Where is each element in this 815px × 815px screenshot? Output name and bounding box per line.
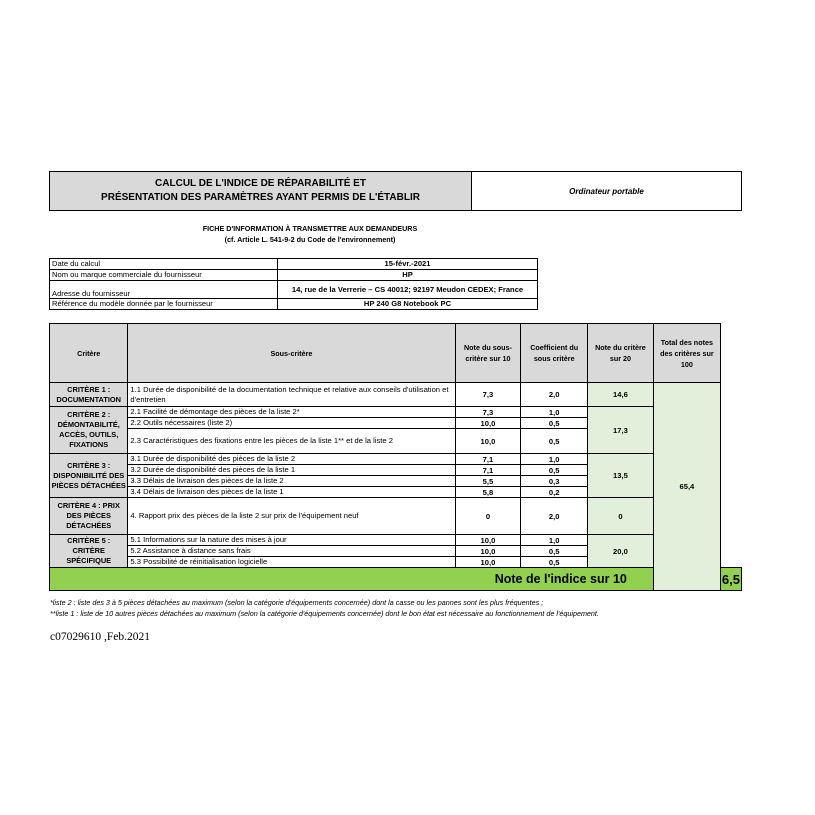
info-value: HP 240 G8 Notebook PC [278, 299, 538, 310]
final-score-value: 6,5 [720, 568, 741, 591]
sub-criterion-label: 3.4 Délais de livraison des pièces de la liste 1 [128, 487, 455, 498]
sub-criterion-label: 5.1 Informations sur la nature des mises à jour [128, 535, 455, 546]
info-label: Référence du modèle donnée par le fournisseur [50, 299, 278, 310]
sub-note: 10,0 [455, 418, 521, 429]
sub-coef: 0,5 [521, 465, 588, 476]
table-header-row [50, 324, 742, 383]
col-note-critere: Note du critère sur 20 [588, 324, 654, 383]
header-title-line2: PRÉSENTATION DES PARAMÈTRES AYANT PERMIS DE L'ÉTABLIR [101, 192, 420, 203]
col-note-sous: Note du sous-critère sur 10 [455, 324, 521, 383]
criterion-name: CRITÈRE 1 : DOCUMENTATION [50, 383, 128, 407]
sub-criterion-label: 3.2 Durée de disponibilité des pièces de la liste 1 [128, 465, 455, 476]
sub-coef: 1,0 [521, 454, 588, 465]
sub-criterion-label: 1.1 Durée de disponibilité de la documentation technique et relative aux conseils d'utilisation et d'entretien [128, 383, 455, 407]
sub-coef: 0,5 [521, 418, 588, 429]
sub-coef: 1,0 [521, 407, 588, 418]
col-total: Total des notes des critères sur 100 [653, 324, 720, 383]
sub-criterion-label: 2.2 Outils nécessaires (liste 2) [128, 418, 455, 429]
table-row [50, 498, 742, 535]
document-reference: c07029610 ,Feb.2021 [50, 631, 150, 643]
sub-criterion-label: 3.1 Durée de disponibilité des pièces de la liste 2 [128, 454, 455, 465]
table-row [50, 407, 742, 418]
sub-note: 7,3 [455, 383, 521, 407]
criterion-score: 14,6 [588, 383, 654, 407]
criterion-name: CRITÈRE 3 : DISPONIBILITÉ DES PIÈCES DÉTACHÉES [50, 454, 128, 498]
criterion-score: 13,5 [588, 454, 654, 498]
sub-criterion-label: 2.3 Caractéristiques des fixations entre les pièces de la liste 1** et de la liste 2 [128, 429, 455, 454]
criteria-table [49, 323, 742, 591]
sub-coef: 2,0 [521, 383, 588, 407]
header-title [50, 172, 472, 210]
footnote-list1: **liste 1 : liste de 10 autres pièces détachées au maximum (selon la catégorie d'équipements concernée) dont le bon état est nécessaire au fonctionnement de l'équipement. [50, 609, 599, 618]
table-row [50, 454, 742, 465]
sub-coef: 1,0 [521, 535, 588, 546]
col-sous-critere: Sous-critère [128, 324, 455, 383]
sub-note: 10,0 [455, 557, 521, 568]
sub-coef: 0,5 [521, 429, 588, 454]
fiche-line1: FICHE D'INFORMATION À TRANSMETTRE AUX DEMANDEURS [202, 224, 418, 233]
header-box [49, 171, 742, 211]
header-product: Ordinateur portable [569, 186, 644, 196]
final-score-row [50, 568, 742, 591]
col-critere: Critère [50, 324, 128, 383]
sub-note: 5,5 [455, 476, 521, 487]
info-row [50, 270, 538, 281]
footnote-list2: *liste 2 : liste des 3 à 5 pièces détachées au maximum (selon la catégorie d'équipements concernée) dont la casse ou les pannes sont les plus fréquentes ; [50, 598, 544, 607]
info-value: 15-févr.-2021 [278, 259, 538, 270]
footnotes [50, 597, 770, 619]
sub-coef: 0,3 [521, 476, 588, 487]
sub-criterion-label: 4. Rapport prix des pièces de la liste 2 sur prix de l'équipement neuf [128, 498, 455, 535]
sub-note: 7,1 [455, 454, 521, 465]
criterion-score: 0 [588, 498, 654, 535]
sub-coef: 0,5 [521, 546, 588, 557]
supplier-info-table [49, 258, 538, 310]
header-title-line1: CALCUL DE L'INDICE DE RÉPARABILITÉ ET [155, 178, 366, 189]
sub-criterion-label: 2.1 Facilité de démontage des pièces de la liste 2* [128, 407, 455, 418]
table-row [50, 535, 742, 546]
sub-note: 7,1 [455, 465, 521, 476]
sub-criterion-label: 5.2 Assistance à distance sans frais [128, 546, 455, 557]
criterion-name: CRITÈRE 4 : PRIX DES PIÈCES DÉTACHÉES [50, 498, 128, 535]
info-row [50, 299, 538, 310]
sub-criterion-label: 5.3 Possibilité de réinitialisation logicielle [128, 557, 455, 568]
info-row [50, 281, 538, 299]
sub-coef: 2,0 [521, 498, 588, 535]
table-row [50, 383, 742, 407]
sub-note: 7,3 [455, 407, 521, 418]
criterion-score: 20,0 [588, 535, 654, 568]
sub-coef: 0,2 [521, 487, 588, 498]
criterion-name: CRITÈRE 2 : DÉMONTABILITÉ, ACCÈS, OUTILS, FIXATIONS [50, 407, 128, 454]
info-value: 14, rue de la Verrerie – CS 40012; 92197 Meudon CEDEX; France [278, 281, 538, 299]
criterion-name: CRITÈRE 5 : CRITÈRE SPÉCIFIQUE [50, 535, 128, 568]
sub-criterion-label: 3.3 Délais de livraison des pièces de la liste 2 [128, 476, 455, 487]
sub-note: 10,0 [455, 535, 521, 546]
final-score-label: Note de l'indice sur 10 [50, 568, 654, 591]
info-label: Date du calcul [50, 259, 278, 270]
info-value: HP [278, 270, 538, 281]
info-label: Adresse du fournisseur [50, 281, 278, 299]
sub-note: 5,8 [455, 487, 521, 498]
fiche-title [160, 223, 460, 245]
sub-coef: 0,5 [521, 557, 588, 568]
info-row [50, 259, 538, 270]
sub-note: 10,0 [455, 546, 521, 557]
total-score: 65,4 [653, 383, 720, 591]
sub-note: 0 [455, 498, 521, 535]
fiche-line2: (cf. Article L. 541-9-2 du Code de l'environnement) [224, 235, 396, 244]
sub-note: 10,0 [455, 429, 521, 454]
info-label: Nom ou marque commerciale du fournisseur [50, 270, 278, 281]
col-coef: Coefficient du sous critère [521, 324, 588, 383]
criterion-score: 17,3 [588, 407, 654, 454]
